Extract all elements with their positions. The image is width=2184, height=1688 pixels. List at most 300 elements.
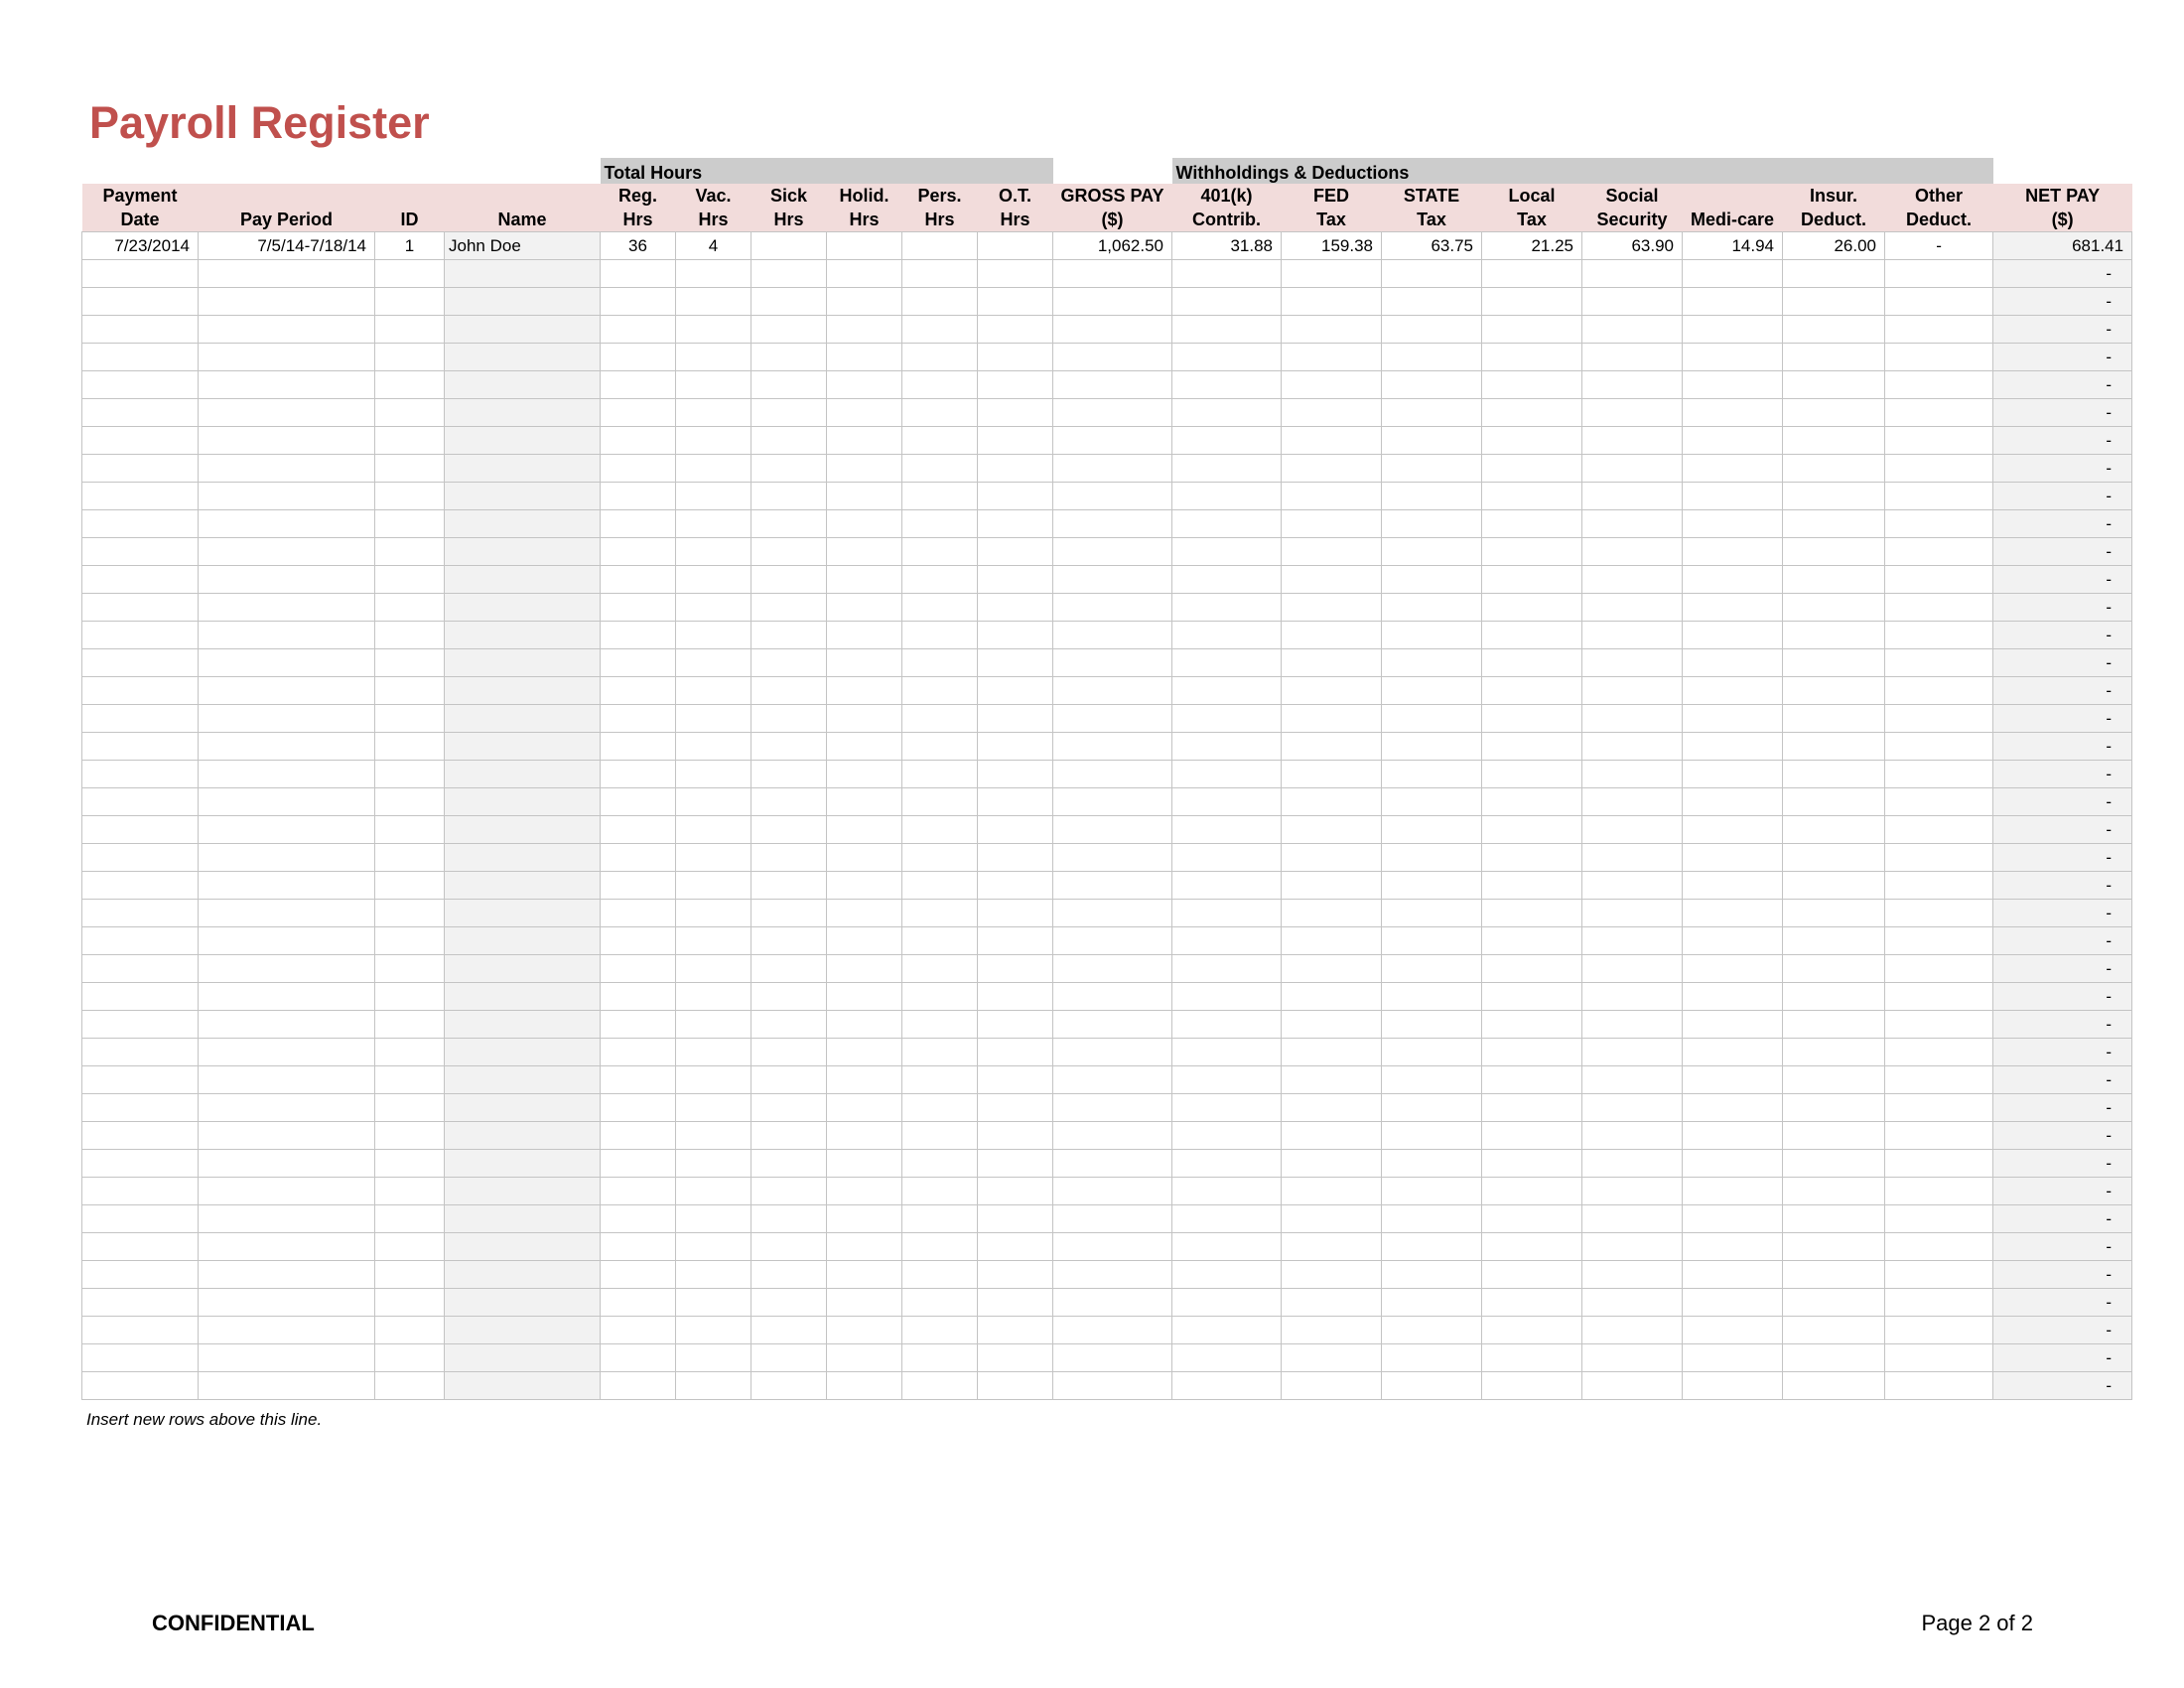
cell-insur-deduct[interactable]	[1783, 927, 1885, 955]
cell-insur-deduct[interactable]	[1783, 1094, 1885, 1122]
cell-401k-contrib[interactable]	[1172, 566, 1282, 594]
cell-holid-hrs[interactable]	[827, 1178, 902, 1205]
cell-name[interactable]	[445, 510, 601, 538]
cell-holid-hrs[interactable]	[827, 1039, 902, 1066]
cell-insur-deduct[interactable]	[1783, 1372, 1885, 1400]
cell-other-deduct[interactable]	[1885, 260, 1993, 288]
cell-insur-deduct[interactable]	[1783, 1205, 1885, 1233]
cell-vac-hrs[interactable]	[676, 1011, 751, 1039]
cell-net-pay[interactable]: -	[1993, 427, 2132, 455]
cell-sick-hrs[interactable]	[751, 1261, 827, 1289]
cell-state-tax[interactable]	[1382, 649, 1482, 677]
cell-401k-contrib[interactable]	[1172, 427, 1282, 455]
cell-name[interactable]	[445, 316, 601, 344]
cell-holid-hrs[interactable]	[827, 594, 902, 622]
cell-vac-hrs[interactable]	[676, 1261, 751, 1289]
cell-id[interactable]	[375, 1122, 445, 1150]
cell-medicare[interactable]	[1683, 761, 1783, 788]
cell-other-deduct[interactable]	[1885, 538, 1993, 566]
cell-medicare[interactable]	[1683, 1150, 1783, 1178]
cell-reg-hrs[interactable]	[601, 788, 676, 816]
cell-net-pay[interactable]: -	[1993, 844, 2132, 872]
cell-other-deduct[interactable]	[1885, 566, 1993, 594]
cell-payment-date[interactable]	[82, 900, 199, 927]
cell-other-deduct[interactable]	[1885, 1205, 1993, 1233]
cell-state-tax[interactable]	[1382, 399, 1482, 427]
cell-social-security[interactable]	[1582, 1178, 1683, 1205]
cell-gross-pay[interactable]	[1053, 288, 1172, 316]
cell-pay-period[interactable]	[199, 1122, 375, 1150]
cell-ot-hrs[interactable]	[978, 1150, 1053, 1178]
cell-holid-hrs[interactable]	[827, 316, 902, 344]
cell-vac-hrs[interactable]	[676, 538, 751, 566]
cell-ot-hrs[interactable]	[978, 649, 1053, 677]
cell-sick-hrs[interactable]	[751, 677, 827, 705]
cell-sick-hrs[interactable]	[751, 566, 827, 594]
cell-ot-hrs[interactable]	[978, 622, 1053, 649]
cell-id[interactable]	[375, 1205, 445, 1233]
cell-sick-hrs[interactable]	[751, 427, 827, 455]
cell-fed-tax[interactable]	[1282, 816, 1382, 844]
cell-holid-hrs[interactable]	[827, 788, 902, 816]
cell-vac-hrs[interactable]	[676, 288, 751, 316]
cell-401k-contrib[interactable]	[1172, 983, 1282, 1011]
cell-name[interactable]	[445, 1372, 601, 1400]
cell-holid-hrs[interactable]	[827, 483, 902, 510]
cell-fed-tax[interactable]	[1282, 538, 1382, 566]
cell-holid-hrs[interactable]	[827, 649, 902, 677]
cell-state-tax[interactable]	[1382, 455, 1482, 483]
cell-pay-period[interactable]	[199, 288, 375, 316]
cell-pers-hrs[interactable]	[902, 955, 978, 983]
cell-401k-contrib[interactable]	[1172, 594, 1282, 622]
cell-ot-hrs[interactable]	[978, 1122, 1053, 1150]
cell-payment-date[interactable]	[82, 371, 199, 399]
cell-sick-hrs[interactable]	[751, 1233, 827, 1261]
cell-ot-hrs[interactable]	[978, 705, 1053, 733]
cell-social-security[interactable]	[1582, 288, 1683, 316]
cell-pers-hrs[interactable]	[902, 927, 978, 955]
cell-local-tax[interactable]	[1482, 816, 1582, 844]
cell-state-tax[interactable]	[1382, 594, 1482, 622]
cell-net-pay[interactable]: -	[1993, 677, 2132, 705]
cell-local-tax[interactable]	[1482, 1066, 1582, 1094]
cell-pay-period[interactable]	[199, 1150, 375, 1178]
cell-pay-period[interactable]	[199, 649, 375, 677]
cell-vac-hrs[interactable]	[676, 705, 751, 733]
cell-gross-pay[interactable]	[1053, 649, 1172, 677]
cell-gross-pay[interactable]	[1053, 1289, 1172, 1317]
cell-id[interactable]	[375, 510, 445, 538]
cell-insur-deduct[interactable]	[1783, 649, 1885, 677]
cell-net-pay[interactable]: -	[1993, 1039, 2132, 1066]
cell-name[interactable]	[445, 288, 601, 316]
cell-gross-pay[interactable]	[1053, 427, 1172, 455]
cell-insur-deduct[interactable]	[1783, 371, 1885, 399]
cell-local-tax[interactable]	[1482, 1289, 1582, 1317]
cell-pers-hrs[interactable]	[902, 622, 978, 649]
cell-state-tax[interactable]	[1382, 927, 1482, 955]
cell-ot-hrs[interactable]	[978, 260, 1053, 288]
cell-insur-deduct[interactable]	[1783, 983, 1885, 1011]
cell-social-security[interactable]	[1582, 983, 1683, 1011]
cell-pay-period[interactable]	[199, 510, 375, 538]
cell-pay-period[interactable]	[199, 1261, 375, 1289]
cell-insur-deduct[interactable]	[1783, 1317, 1885, 1344]
cell-local-tax[interactable]	[1482, 1344, 1582, 1372]
cell-state-tax[interactable]	[1382, 1205, 1482, 1233]
cell-insur-deduct[interactable]	[1783, 344, 1885, 371]
cell-id[interactable]	[375, 955, 445, 983]
cell-fed-tax[interactable]	[1282, 761, 1382, 788]
cell-name[interactable]	[445, 566, 601, 594]
cell-id[interactable]: 1	[375, 232, 445, 260]
cell-pers-hrs[interactable]	[902, 705, 978, 733]
cell-sick-hrs[interactable]	[751, 371, 827, 399]
cell-fed-tax[interactable]	[1282, 1317, 1382, 1344]
cell-ot-hrs[interactable]	[978, 1094, 1053, 1122]
cell-sick-hrs[interactable]	[751, 622, 827, 649]
cell-holid-hrs[interactable]	[827, 844, 902, 872]
cell-name[interactable]	[445, 872, 601, 900]
cell-payment-date[interactable]	[82, 1344, 199, 1372]
cell-ot-hrs[interactable]	[978, 232, 1053, 260]
cell-pers-hrs[interactable]	[902, 1066, 978, 1094]
cell-social-security[interactable]	[1582, 344, 1683, 371]
cell-sick-hrs[interactable]	[751, 900, 827, 927]
cell-local-tax[interactable]	[1482, 371, 1582, 399]
cell-state-tax[interactable]	[1382, 344, 1482, 371]
cell-401k-contrib[interactable]	[1172, 1039, 1282, 1066]
cell-reg-hrs[interactable]	[601, 649, 676, 677]
cell-reg-hrs[interactable]	[601, 1233, 676, 1261]
cell-state-tax[interactable]: 63.75	[1382, 232, 1482, 260]
cell-gross-pay[interactable]	[1053, 1039, 1172, 1066]
cell-net-pay[interactable]: -	[1993, 872, 2132, 900]
cell-pers-hrs[interactable]	[902, 816, 978, 844]
cell-id[interactable]	[375, 483, 445, 510]
cell-payment-date[interactable]	[82, 1372, 199, 1400]
cell-net-pay[interactable]: -	[1993, 455, 2132, 483]
cell-gross-pay[interactable]	[1053, 1233, 1172, 1261]
cell-local-tax[interactable]	[1482, 427, 1582, 455]
cell-holid-hrs[interactable]	[827, 1233, 902, 1261]
cell-medicare[interactable]	[1683, 427, 1783, 455]
cell-medicare[interactable]	[1683, 1122, 1783, 1150]
cell-holid-hrs[interactable]	[827, 1094, 902, 1122]
cell-ot-hrs[interactable]	[978, 455, 1053, 483]
cell-social-security[interactable]	[1582, 371, 1683, 399]
cell-local-tax[interactable]	[1482, 1178, 1582, 1205]
cell-medicare[interactable]	[1683, 483, 1783, 510]
cell-social-security[interactable]	[1582, 816, 1683, 844]
cell-gross-pay[interactable]	[1053, 788, 1172, 816]
cell-payment-date[interactable]	[82, 538, 199, 566]
cell-reg-hrs[interactable]	[601, 1178, 676, 1205]
cell-state-tax[interactable]	[1382, 677, 1482, 705]
cell-insur-deduct[interactable]	[1783, 761, 1885, 788]
cell-insur-deduct[interactable]	[1783, 816, 1885, 844]
cell-net-pay[interactable]: -	[1993, 1289, 2132, 1317]
cell-id[interactable]	[375, 927, 445, 955]
cell-net-pay[interactable]: -	[1993, 1178, 2132, 1205]
cell-401k-contrib[interactable]	[1172, 399, 1282, 427]
cell-pay-period[interactable]	[199, 1039, 375, 1066]
cell-fed-tax[interactable]	[1282, 1011, 1382, 1039]
cell-social-security[interactable]	[1582, 872, 1683, 900]
cell-social-security[interactable]	[1582, 705, 1683, 733]
cell-401k-contrib[interactable]	[1172, 1205, 1282, 1233]
cell-id[interactable]	[375, 427, 445, 455]
cell-medicare[interactable]: 14.94	[1683, 232, 1783, 260]
cell-401k-contrib[interactable]	[1172, 260, 1282, 288]
cell-pay-period[interactable]	[199, 594, 375, 622]
cell-id[interactable]	[375, 761, 445, 788]
cell-vac-hrs[interactable]	[676, 733, 751, 761]
cell-ot-hrs[interactable]	[978, 788, 1053, 816]
cell-holid-hrs[interactable]	[827, 955, 902, 983]
cell-payment-date[interactable]	[82, 1122, 199, 1150]
cell-local-tax[interactable]	[1482, 1011, 1582, 1039]
cell-pers-hrs[interactable]	[902, 983, 978, 1011]
cell-payment-date[interactable]	[82, 455, 199, 483]
cell-ot-hrs[interactable]	[978, 399, 1053, 427]
cell-pers-hrs[interactable]	[902, 288, 978, 316]
cell-medicare[interactable]	[1683, 1039, 1783, 1066]
cell-gross-pay[interactable]	[1053, 733, 1172, 761]
cell-reg-hrs[interactable]	[601, 538, 676, 566]
cell-401k-contrib[interactable]	[1172, 1066, 1282, 1094]
cell-id[interactable]	[375, 983, 445, 1011]
cell-ot-hrs[interactable]	[978, 483, 1053, 510]
cell-reg-hrs[interactable]	[601, 1372, 676, 1400]
cell-vac-hrs[interactable]	[676, 371, 751, 399]
cell-name[interactable]	[445, 761, 601, 788]
cell-reg-hrs[interactable]	[601, 399, 676, 427]
cell-reg-hrs[interactable]	[601, 316, 676, 344]
cell-401k-contrib[interactable]	[1172, 677, 1282, 705]
cell-state-tax[interactable]	[1382, 288, 1482, 316]
cell-vac-hrs[interactable]	[676, 566, 751, 594]
cell-sick-hrs[interactable]	[751, 1289, 827, 1317]
cell-social-security[interactable]	[1582, 538, 1683, 566]
cell-medicare[interactable]	[1683, 900, 1783, 927]
cell-holid-hrs[interactable]	[827, 288, 902, 316]
cell-vac-hrs[interactable]	[676, 761, 751, 788]
cell-vac-hrs[interactable]	[676, 1150, 751, 1178]
cell-local-tax[interactable]	[1482, 1150, 1582, 1178]
cell-state-tax[interactable]	[1382, 983, 1482, 1011]
cell-social-security[interactable]	[1582, 1233, 1683, 1261]
cell-gross-pay[interactable]	[1053, 1178, 1172, 1205]
cell-net-pay[interactable]: -	[1993, 538, 2132, 566]
cell-other-deduct[interactable]	[1885, 1261, 1993, 1289]
cell-sick-hrs[interactable]	[751, 1317, 827, 1344]
cell-local-tax[interactable]	[1482, 927, 1582, 955]
cell-medicare[interactable]	[1683, 1261, 1783, 1289]
cell-payment-date[interactable]	[82, 816, 199, 844]
cell-vac-hrs[interactable]	[676, 788, 751, 816]
cell-id[interactable]	[375, 705, 445, 733]
cell-name[interactable]	[445, 1233, 601, 1261]
cell-401k-contrib[interactable]	[1172, 761, 1282, 788]
cell-401k-contrib[interactable]	[1172, 1150, 1282, 1178]
cell-insur-deduct[interactable]	[1783, 1344, 1885, 1372]
cell-payment-date[interactable]	[82, 649, 199, 677]
cell-insur-deduct[interactable]	[1783, 1150, 1885, 1178]
cell-reg-hrs[interactable]	[601, 1039, 676, 1066]
cell-gross-pay[interactable]	[1053, 483, 1172, 510]
cell-gross-pay[interactable]	[1053, 538, 1172, 566]
cell-state-tax[interactable]	[1382, 1094, 1482, 1122]
cell-pers-hrs[interactable]	[902, 260, 978, 288]
cell-pay-period[interactable]	[199, 483, 375, 510]
cell-medicare[interactable]	[1683, 927, 1783, 955]
cell-medicare[interactable]	[1683, 649, 1783, 677]
cell-gross-pay[interactable]	[1053, 260, 1172, 288]
cell-ot-hrs[interactable]	[978, 510, 1053, 538]
cell-payment-date[interactable]	[82, 1233, 199, 1261]
cell-gross-pay[interactable]	[1053, 566, 1172, 594]
cell-reg-hrs[interactable]	[601, 483, 676, 510]
cell-insur-deduct[interactable]	[1783, 1122, 1885, 1150]
cell-holid-hrs[interactable]	[827, 900, 902, 927]
cell-name[interactable]	[445, 1178, 601, 1205]
cell-social-security[interactable]	[1582, 927, 1683, 955]
cell-ot-hrs[interactable]	[978, 983, 1053, 1011]
cell-vac-hrs[interactable]	[676, 1122, 751, 1150]
cell-reg-hrs[interactable]	[601, 900, 676, 927]
cell-payment-date[interactable]	[82, 1066, 199, 1094]
cell-401k-contrib[interactable]	[1172, 344, 1282, 371]
cell-medicare[interactable]	[1683, 510, 1783, 538]
cell-401k-contrib[interactable]	[1172, 816, 1282, 844]
cell-gross-pay[interactable]	[1053, 344, 1172, 371]
cell-insur-deduct[interactable]	[1783, 872, 1885, 900]
cell-local-tax[interactable]	[1482, 1094, 1582, 1122]
cell-local-tax[interactable]	[1482, 260, 1582, 288]
cell-sick-hrs[interactable]	[751, 510, 827, 538]
cell-social-security[interactable]	[1582, 260, 1683, 288]
cell-medicare[interactable]	[1683, 288, 1783, 316]
cell-net-pay[interactable]: -	[1993, 927, 2132, 955]
cell-gross-pay[interactable]	[1053, 816, 1172, 844]
cell-medicare[interactable]	[1683, 1317, 1783, 1344]
cell-sick-hrs[interactable]	[751, 761, 827, 788]
cell-local-tax[interactable]	[1482, 1122, 1582, 1150]
cell-social-security[interactable]	[1582, 900, 1683, 927]
cell-reg-hrs[interactable]	[601, 288, 676, 316]
cell-local-tax[interactable]	[1482, 761, 1582, 788]
cell-ot-hrs[interactable]	[978, 677, 1053, 705]
cell-sick-hrs[interactable]	[751, 1122, 827, 1150]
cell-insur-deduct[interactable]	[1783, 900, 1885, 927]
cell-gross-pay[interactable]	[1053, 1122, 1172, 1150]
cell-sick-hrs[interactable]	[751, 1094, 827, 1122]
cell-name[interactable]	[445, 1289, 601, 1317]
cell-state-tax[interactable]	[1382, 316, 1482, 344]
cell-state-tax[interactable]	[1382, 761, 1482, 788]
cell-fed-tax[interactable]	[1282, 1261, 1382, 1289]
cell-holid-hrs[interactable]	[827, 1150, 902, 1178]
cell-state-tax[interactable]	[1382, 1233, 1482, 1261]
cell-net-pay[interactable]: -	[1993, 1317, 2132, 1344]
cell-social-security[interactable]	[1582, 1317, 1683, 1344]
cell-name[interactable]	[445, 1261, 601, 1289]
cell-medicare[interactable]	[1683, 1372, 1783, 1400]
cell-social-security[interactable]	[1582, 1066, 1683, 1094]
cell-holid-hrs[interactable]	[827, 1344, 902, 1372]
cell-state-tax[interactable]	[1382, 538, 1482, 566]
cell-sick-hrs[interactable]	[751, 399, 827, 427]
cell-other-deduct[interactable]	[1885, 788, 1993, 816]
cell-social-security[interactable]	[1582, 1094, 1683, 1122]
cell-401k-contrib[interactable]	[1172, 288, 1282, 316]
cell-holid-hrs[interactable]	[827, 927, 902, 955]
cell-payment-date[interactable]	[82, 1094, 199, 1122]
cell-name[interactable]	[445, 900, 601, 927]
cell-state-tax[interactable]	[1382, 872, 1482, 900]
cell-pay-period[interactable]	[199, 1178, 375, 1205]
cell-reg-hrs[interactable]	[601, 371, 676, 399]
cell-local-tax[interactable]	[1482, 872, 1582, 900]
cell-payment-date[interactable]	[82, 510, 199, 538]
cell-id[interactable]	[375, 566, 445, 594]
cell-social-security[interactable]	[1582, 1150, 1683, 1178]
cell-reg-hrs[interactable]	[601, 983, 676, 1011]
cell-vac-hrs[interactable]	[676, 649, 751, 677]
cell-local-tax[interactable]	[1482, 1039, 1582, 1066]
cell-id[interactable]	[375, 1261, 445, 1289]
cell-gross-pay[interactable]	[1053, 900, 1172, 927]
cell-pers-hrs[interactable]	[902, 232, 978, 260]
cell-fed-tax[interactable]	[1282, 983, 1382, 1011]
cell-social-security[interactable]	[1582, 1122, 1683, 1150]
cell-insur-deduct[interactable]	[1783, 1261, 1885, 1289]
cell-sick-hrs[interactable]	[751, 733, 827, 761]
cell-holid-hrs[interactable]	[827, 1066, 902, 1094]
cell-insur-deduct[interactable]	[1783, 1066, 1885, 1094]
cell-other-deduct[interactable]	[1885, 1066, 1993, 1094]
cell-medicare[interactable]	[1683, 1205, 1783, 1233]
cell-payment-date[interactable]	[82, 927, 199, 955]
cell-holid-hrs[interactable]	[827, 510, 902, 538]
cell-local-tax[interactable]	[1482, 983, 1582, 1011]
cell-gross-pay[interactable]	[1053, 705, 1172, 733]
cell-id[interactable]	[375, 816, 445, 844]
cell-id[interactable]	[375, 399, 445, 427]
cell-fed-tax[interactable]	[1282, 677, 1382, 705]
cell-fed-tax[interactable]: 159.38	[1282, 232, 1382, 260]
cell-state-tax[interactable]	[1382, 705, 1482, 733]
cell-payment-date[interactable]	[82, 788, 199, 816]
cell-fed-tax[interactable]	[1282, 1039, 1382, 1066]
cell-pay-period[interactable]	[199, 761, 375, 788]
cell-other-deduct[interactable]	[1885, 955, 1993, 983]
cell-pay-period[interactable]	[199, 316, 375, 344]
cell-pay-period[interactable]: 7/5/14-7/18/14	[199, 232, 375, 260]
cell-401k-contrib[interactable]	[1172, 1372, 1282, 1400]
cell-local-tax[interactable]	[1482, 622, 1582, 649]
cell-social-security[interactable]	[1582, 483, 1683, 510]
cell-medicare[interactable]	[1683, 677, 1783, 705]
cell-401k-contrib[interactable]	[1172, 900, 1282, 927]
cell-vac-hrs[interactable]	[676, 260, 751, 288]
cell-fed-tax[interactable]	[1282, 1205, 1382, 1233]
cell-fed-tax[interactable]	[1282, 260, 1382, 288]
cell-net-pay[interactable]: -	[1993, 316, 2132, 344]
cell-fed-tax[interactable]	[1282, 399, 1382, 427]
